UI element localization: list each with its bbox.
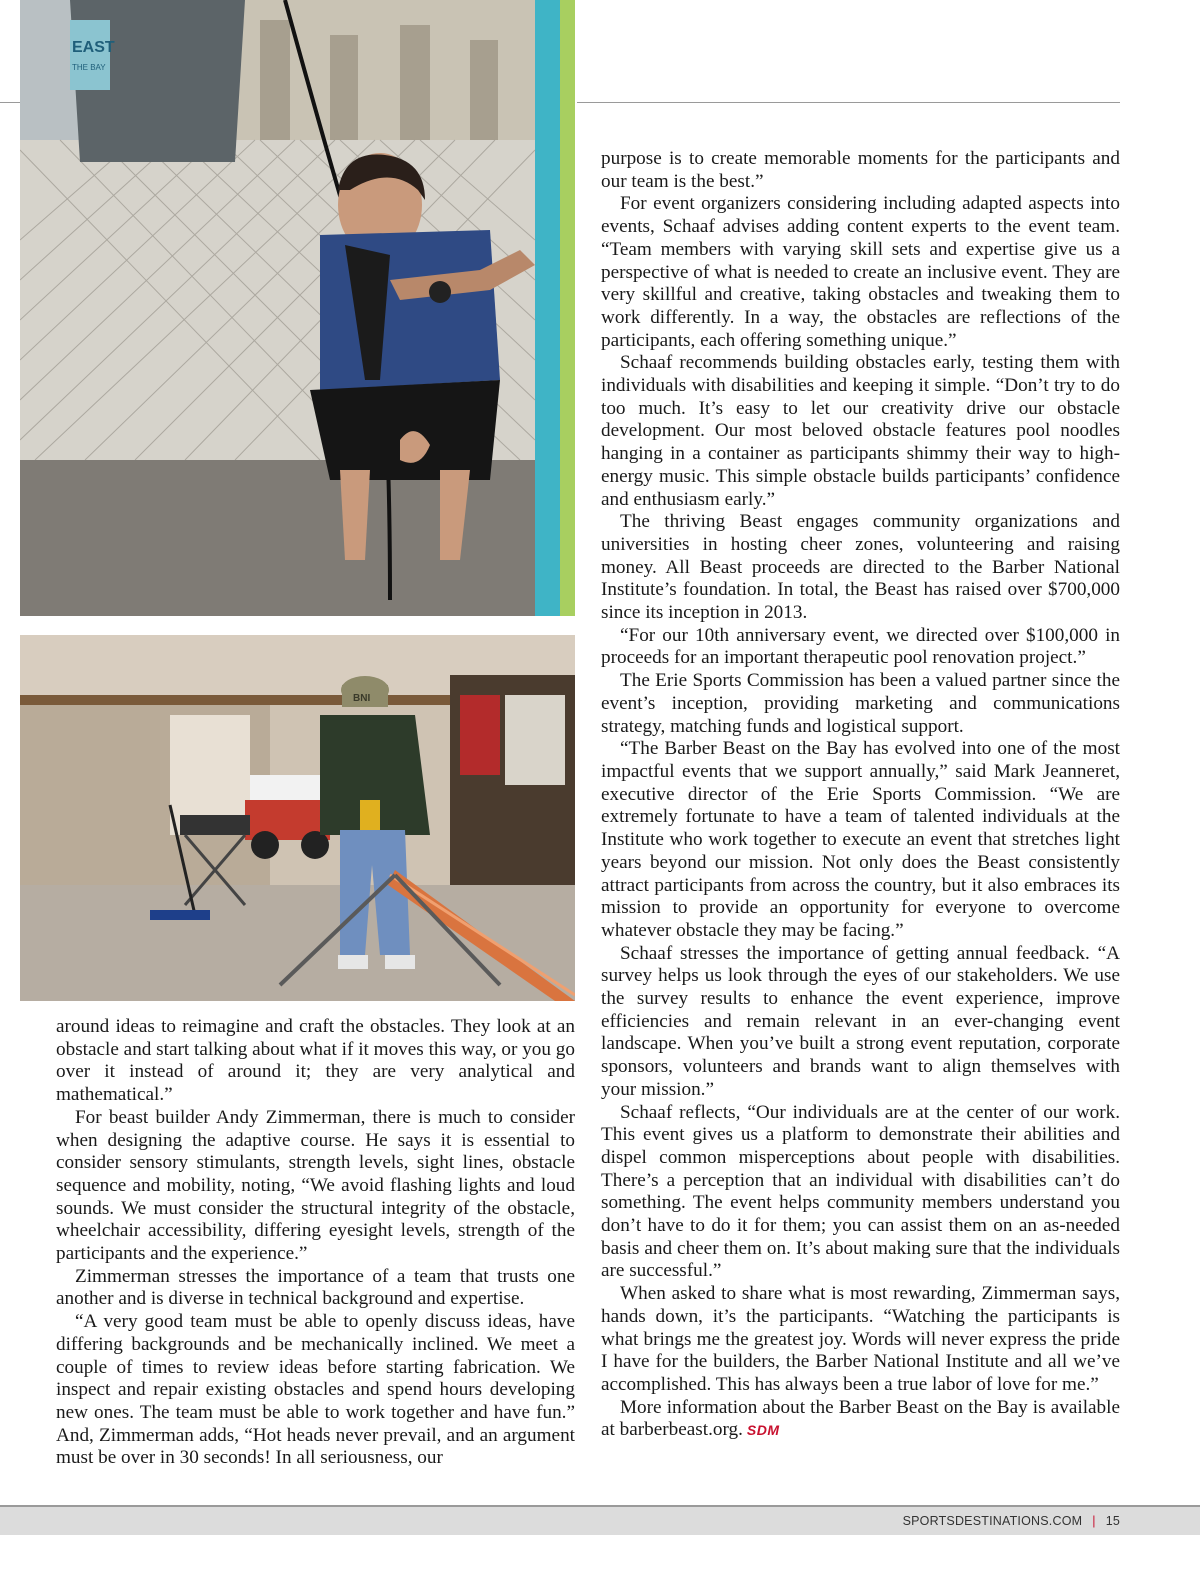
paragraph: The Erie Sports Commission has been a valued partner since the event’s inception, providing marketing and communications strategy, matching funds and logistical support. [601,670,1120,737]
paragraph: When asked to share what is most rewarding, Zimmerman says, hands down, it’s the participants. “Watching the participants is what brings me the greatest joy. Words will never express the pride I have for the builders, the Barber National Institute and all we’ve accomplished. This has always been a true labor of love for me.” [601,1283,1120,1395]
cap-logo: BNI [353,693,371,704]
photo-builder-garage [20,635,575,1001]
paragraph: “A very good team must be able to openly discuss ideas, have differing backgrounds and be mechanically inclined. We meet a couple of times to review ideas before starting fabrication. We inspect and repair existing obstacles and spend hours developing new ones. The team must be able to work together and have fun.” And, Zimmerman adds, “Hot heads never prevail, and an argument must be over in 30 seconds! In all seriousness, our [56,1311,575,1469]
top-rule-right [577,102,1120,103]
paragraph: Schaaf recommends building obstacles early, testing them with individuals with disabilities and keeping it simple. “Don’t try to do too much. It’s easy to let our creativity drive our obstacle development. Our most beloved obstacle features pool noodles hanging in a container as participants shimmy their way to high-energy music. This simple obstacle builds participants’ confidence and enthusiasm early.” [601,352,1120,510]
top-rule-left [0,102,20,103]
paragraph: Schaaf stresses the importance of getting annual feedback. “A survey helps us look through the eyes of our stakeholders. We use the survey results to enhance the event experience, improve efficiencies and remain relevant in an ever-changing event landscape. When you’ve built a strong event reputation, corporate sponsors, volunteers and brands want to align themselves with your mission.” [601,942,1120,1100]
closing-paragraph [601,1397,1120,1442]
article-column-right [601,148,1120,1442]
article-column-left [56,1016,575,1470]
bucket-label-1: EAST [72,39,115,56]
paragraph: “The Barber Beast on the Bay has evolved into one of the most impactful events that we support annually,” said Mark Jeanneret, executive director of the Erie Sports Commission. “We are extremely fortunate to have a team of talented individuals at the Institute who work together to execute an event that stretches light years beyond our mission. Not only does the Beast consistently attract participants from across the country, but it also embraces its mission to provide an opportunity for everyone to overcome whatever obstacle they may be facing.” [601,738,1120,941]
paragraph: Zimmerman stresses the importance of a team that trusts one another and is diverse in technical background and expertise. [56,1265,575,1310]
photo-participant-rope [20,0,575,616]
paragraph: Schaaf reflects, “Our individuals are at the center of our work. This event gives us a platform to demonstrate their abilities and dispel common misperceptions about people with disabilities. There’s a perception that an individual with disabilities can’t do something. The event helps community members understand you don’t have to do it for them; you can assist them on an as-needed basis and cheer them on. It’s about making sure that the individuals are successful.” [601,1101,1120,1282]
footer-site: SPORTSDESTINATIONS.COM [902,1514,1083,1528]
page-number: 15 [1105,1514,1120,1528]
closing-text: More information about the Barber Beast on the Bay is available at barberbeast.org. [601,1396,1120,1441]
bucket-label-2: THE BAY [72,63,106,72]
paragraph: The thriving Beast engages community organizations and universities in hosting cheer zones, volunteering and raising money. All Beast proceeds are directed to the Barber National Institute’s foundation. In total, the Beast has raised over $700,000 since its inception in 2013. [601,511,1120,624]
footer-separator: | [1092,1514,1096,1528]
page-footer [903,1514,1120,1528]
paragraph: around ideas to reimagine and craft the obstacles. They look at an obstacle and start talking about what if it moves this way, or you go over it instead of around it; they are very analytical and mathematical.” [56,1016,575,1106]
paragraph: purpose is to create memorable moments for the participants and our team is the best.” [601,148,1120,192]
sdm-signoff: SDM [746,1422,780,1439]
paragraph: For event organizers considering including adapted aspects into events, Schaaf advises adding content experts to the event team. “Team members with varying skill sets and expertise give us a perspective of what is needed to create an inclusive event. They are very skillful and creative, taking obstacles and tweaking them to work differently. In a way, the obstacles are reflections of the participants, each offering something unique.” [601,193,1120,351]
paragraph: “For our 10th anniversary event, we directed over $100,000 in proceeds for an important therapeutic pool renovation project.” [601,624,1120,669]
paragraph: For beast builder Andy Zimmerman, there is much to consider when designing the adaptive course. He says it is essential to consider sensory stimulants, strength levels, sight lines, obstacle sequence and mobility, noting, “We avoid flashing lights and loud sounds. We must consider the structural integrity of the obstacle, wheelchair accessibility, differing eyesight levels, strength of the participants and the experience.” [56,1106,575,1265]
